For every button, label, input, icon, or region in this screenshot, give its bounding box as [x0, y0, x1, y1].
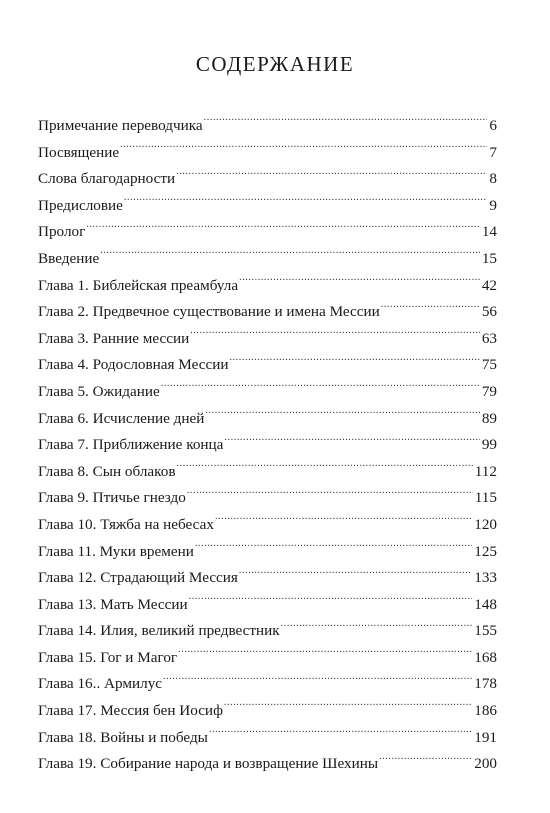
toc-entry-page-number: 191 [474, 728, 497, 746]
dot-leader [239, 567, 472, 582]
dot-leader [224, 434, 479, 449]
toc-entry-label: Примечание переводчика [38, 117, 203, 134]
toc-entry-page-number: 8 [489, 170, 497, 188]
toc-entry-label: Глава 2. Предвечное существование и имена Мессии [38, 303, 380, 321]
toc-entry-page-number: 178 [474, 675, 497, 693]
toc-entry-label: Глава 3. Ранние мессии [38, 329, 190, 347]
dot-leader [120, 141, 487, 156]
toc-entry-page-number: 7 [489, 143, 497, 161]
toc-entry-label: Глава 15. Гог и Магог [38, 648, 178, 666]
dot-leader [100, 248, 480, 263]
toc-entry-page-number: 89 [481, 409, 497, 427]
toc-entry-label: Глава 4. Родословная Мессии [38, 356, 229, 374]
toc-entry-label: Глава 10. Тяжба на небесах [38, 515, 214, 533]
dot-leader [229, 354, 479, 369]
dot-leader [178, 647, 472, 662]
table-of-contents [38, 113, 497, 778]
toc-entry-label: Глава 17. Мессия бен Иосиф [38, 702, 223, 720]
dot-leader [176, 168, 487, 183]
toc-entry [38, 671, 497, 698]
toc-entry [38, 432, 497, 459]
toc-entry [38, 299, 497, 326]
toc-entry [38, 539, 497, 566]
dot-leader [204, 115, 488, 130]
toc-entry-page-number: 125 [474, 542, 497, 560]
dot-leader [281, 620, 473, 635]
toc-entry [38, 113, 497, 140]
dot-leader [190, 328, 480, 343]
toc-entry [38, 565, 497, 592]
toc-entry [38, 193, 497, 220]
toc-entry-label: Слова благодарности [38, 170, 176, 188]
toc-entry-label: Глава 12. Страдающий Мессия [38, 569, 238, 587]
toc-entry [38, 751, 497, 778]
toc-entry-page-number: 148 [474, 595, 497, 613]
page-title: СОДЕРЖАНИЕ [195, 52, 355, 76]
toc-entry [38, 459, 497, 486]
toc-entry [38, 219, 497, 246]
dot-leader [205, 407, 479, 422]
dot-leader [215, 514, 472, 529]
dot-leader [381, 301, 480, 316]
toc-entry [38, 246, 497, 273]
toc-entry-page-number: 56 [481, 303, 497, 321]
toc-entry-page-number: 15 [481, 249, 497, 267]
toc-entry [38, 592, 497, 619]
toc-entry-label: Глава 6. Исчисление дней [38, 409, 205, 427]
toc-entry [38, 166, 497, 193]
toc-entry-label: Глава 8. Сын облаков [38, 462, 176, 480]
dot-leader [124, 195, 487, 210]
toc-entry-page-number: 155 [474, 622, 497, 640]
dot-leader [239, 274, 480, 289]
toc-entry-label: Глава 1. Библейская преамбула [38, 276, 239, 294]
dot-leader [224, 700, 472, 715]
toc-entry [38, 379, 497, 406]
toc-entry [38, 485, 497, 512]
toc-entry [38, 352, 497, 379]
toc-entry-page-number: 200 [474, 755, 497, 773]
toc-entry-page-number: 168 [474, 648, 497, 666]
toc-entry-label: Глава 5. Ожидание [38, 382, 160, 400]
dot-leader [189, 594, 473, 609]
toc-entry [38, 645, 497, 672]
toc-entry-label: Глава 16.. Армилус [38, 675, 163, 693]
toc-entry-label: Посвящение [38, 143, 120, 161]
dot-leader [86, 221, 479, 236]
toc-entry-page-number: 14 [481, 223, 497, 241]
toc-entry-label: Глава 19. Собирание народа и возвращение Шехины [38, 755, 379, 773]
toc-entry-label: Глава 7. Приближение конца [38, 436, 224, 454]
toc-entry [38, 273, 497, 300]
dot-leader [209, 726, 472, 741]
toc-entry-page-number: 120 [474, 515, 497, 533]
dot-leader [177, 461, 473, 476]
toc-entry [38, 512, 497, 539]
dot-leader [163, 673, 472, 688]
toc-entry-label: Глава 18. Войны и победы [38, 728, 208, 746]
toc-entry-page-number: 186 [474, 702, 497, 720]
toc-entry-page-number: 63 [481, 329, 497, 347]
toc-entry-page-number: 99 [481, 436, 497, 454]
toc-entry-page-number: 112 [474, 462, 497, 480]
toc-entry-label: Глава 9. Птичье гнездо [38, 489, 186, 507]
toc-entry-label: Глава 13. Мать Мессии [38, 595, 188, 613]
toc-entry-page-number: 42 [481, 276, 497, 294]
toc-entry-page-number: 115 [474, 489, 497, 507]
toc-entry-page-number: 6 [489, 117, 497, 134]
dot-leader [187, 487, 473, 502]
toc-entry-label: Пролог [38, 223, 86, 241]
dot-leader [195, 540, 472, 555]
toc-entry [38, 326, 497, 353]
toc-entry-label: Глава 14. Илия, великий предвестник [38, 622, 280, 640]
toc-entry [38, 698, 497, 725]
toc-entry-page-number: 133 [474, 569, 497, 587]
toc-entry [38, 618, 497, 645]
toc-entry-label: Глава 11. Муки времени [38, 542, 194, 560]
dot-leader [379, 753, 472, 768]
toc-entry-page-number: 75 [481, 356, 497, 374]
toc-entry-page-number: 79 [481, 382, 497, 400]
toc-entry-label: Предисловие [38, 196, 123, 214]
dot-leader [161, 381, 480, 396]
toc-entry-page-number: 9 [489, 196, 497, 214]
toc-entry [38, 140, 497, 167]
toc-entry [38, 725, 497, 752]
toc-entry [38, 406, 497, 433]
toc-entry-label: Введение [38, 249, 100, 267]
